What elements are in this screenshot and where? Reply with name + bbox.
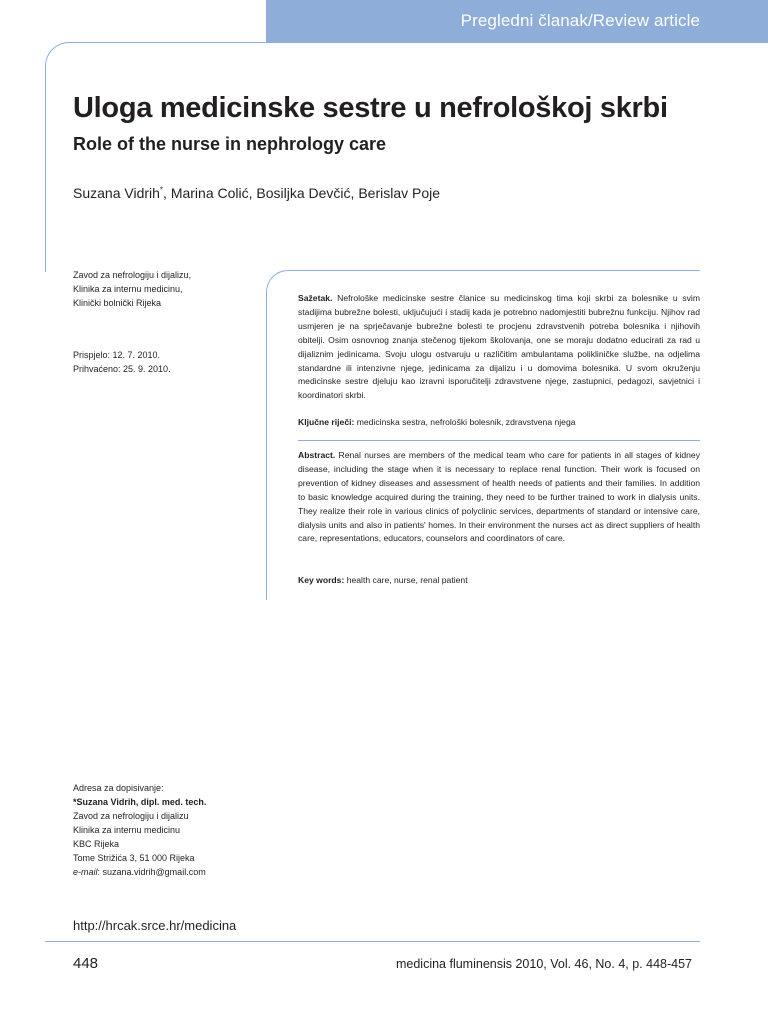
email-label: e-mail [73, 867, 98, 877]
affiliation [73, 268, 191, 310]
received-date: Prispjelo: 12. 7. 2010. [73, 350, 161, 360]
email-address[interactable]: : suzana.vidrih@gmail.com [97, 867, 206, 877]
first-author: Suzana Vidrih [73, 185, 160, 201]
correspondence-email [73, 865, 206, 879]
correspondence-name: *Suzana Vidrih, dipl. med. tech. [73, 797, 207, 807]
kljucne-rijeci-label: Ključne riječi: [298, 417, 355, 427]
header-band [266, 0, 768, 42]
article-type-label: Pregledni članak/Review article [460, 11, 700, 30]
abstract-divider [298, 440, 700, 441]
title-english: Role of the nurse in nephrology care [73, 134, 387, 154]
accepted-date: Prihvaćeno: 25. 9. 2010. [73, 364, 171, 374]
abstract-text: Renal nurses are members of the medical team who care for patients in all stages of kidney disease, including the stage when it is necessary to replace renal function. Their work is focused on prevention of kidney diseases and assessment of health needs of patients and their families. In addition to basic knowledge acquired during the training, they need to be further trained to work in dialysis units. They realize their role in various clinics of polyclinic services, departments of standard or intensive care, dialysis units and also in patients' homes. In their environment the nurses act as direct suppliers of health care, representations, educators, counselors and coordinators of care. [298, 450, 700, 544]
affiliation-line: Zavod za nefrologiju i dijalizu, [73, 270, 192, 280]
kljucne-rijeci-paragraph [298, 416, 700, 430]
kljucne-rijeci-text: medicinska sestra, nefrološki bolesnik, zdravstvena njega [354, 417, 576, 427]
key-words-label: Key words: [298, 575, 345, 585]
correspondence-line: Zavod za nefrologiju i dijalizu [73, 811, 189, 821]
correspondence-line: Klinika za internu medicinu [73, 825, 181, 835]
correspondence-address [73, 781, 206, 879]
key-words-paragraph [298, 574, 700, 588]
abstract-paragraph [298, 449, 700, 546]
affiliation-line: Klinika za internu medicinu, [73, 284, 183, 294]
affiliation-line: Klinički bolnički Rijeka [73, 298, 162, 308]
footer-divider [45, 941, 700, 942]
page-number: 448 [73, 955, 99, 972]
correspondence-line: KBC Rijeka [73, 839, 120, 849]
key-words-text: health care, nurse, renal patient [344, 575, 468, 585]
journal-citation: medicina fluminensis 2010, Vol. 46, No. 4, p. 448-457 [395, 957, 692, 971]
other-authors: , Marina Colić, Bosiljka Devčić, Berislav Poje [163, 185, 441, 201]
correspondence-line: Tome Strižića 3, 51 000 Rijeka [73, 853, 195, 863]
journal-url[interactable]: http://hrcak.srce.hr/medicina [73, 918, 237, 933]
corresponding-mark: * [159, 185, 164, 195]
sazetak-paragraph [298, 292, 700, 403]
author-list [73, 185, 440, 201]
article-dates [73, 348, 171, 376]
title-frame-border [45, 42, 768, 272]
title-croatian: Uloga medicinske sestre u nefrološkoj skrbi [73, 92, 668, 124]
sazetak-text: Nefrološke medicinske sestre članice su medicinskog tima koji skrbi za bolesnike u svim stadijima bubrežne bolesti, uključujući i stadij kada je potrebno nadomjestiti bubrežnu funkciju. Njihov rad usmjeren je na sprječavanje bubrežne bolesti te procjenu zdravstvenih potreba bolesnika i njihovih obitelji. Osim osnovnog znanja stečenog tijekom školovanja, one se moraju dodatno educirati za rad u dijaliznim jedinicama. Svoju ulogu ostvaruju u različitim ambulantama polikliničke službe, na odjelima standardne ili intenzivne njege, jedinicama za dijalizu i u domovima bolesnika. U svom okruženju medicinske sestre djeluju kao izravni isporučitelji zdravstvene njege, zastupnici, pedagozi, savjetnici i koordinatori skrbi. [298, 293, 700, 401]
correspondence-label: Adresa za dopisivanje: [73, 783, 164, 793]
sazetak-label: Sažetak. [298, 293, 333, 303]
abstract-label: Abstract. [298, 450, 336, 460]
